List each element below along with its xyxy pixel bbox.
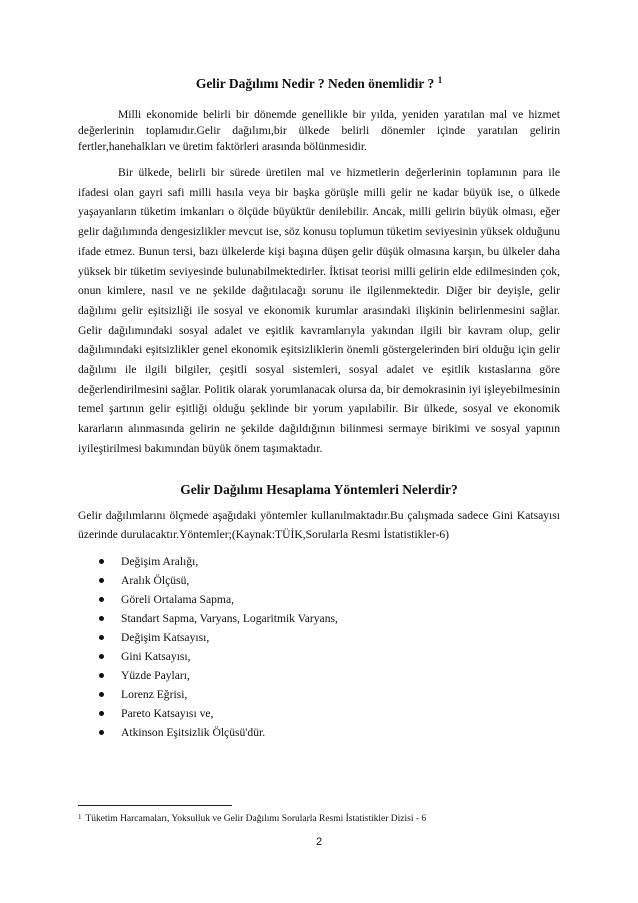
footnote-number: 1 bbox=[78, 813, 82, 821]
list-item: Lorenz Eğrisi, bbox=[96, 685, 338, 704]
bullet-icon bbox=[99, 616, 104, 621]
paragraph-explanation: Bir ülkede, belirli bir sürede üretilen mal ve hizmetlerin değerlerinin toplamının para ile ifadesi olan gayri safi milli hasıla veya bir başka görüşle milli gelir ne kadar büyük ise, o ülkede yaşayanların tüketim imkanları o ölçüde büyüktür denilebilir. Ancak, milli gelirin büyük olması, eğer gelir dağılımında dengesizlikler mevcut ise, söz konusu toplumun tüketim seviyesinin yüksek olduğunu ifade etmez. Bunun tersi, bazı ülkelerde kişi başına düşen gelir düşük olmasına karşın, bu ülkeler daha yüksek bir tüketim seviyesinde bulunabilmektedirler. İktisat teorisi milli gelirin elde edilmesinden çok, onun kimlere, nasıl ve ne şekilde dağıtılacağı sorunu ile ilgilenmektedir. Diğer bir deyişle, gelir dağılımı gelir eşitsizliği ile sosyal ve ekonomik kurumlar arasındaki ilişkinin belirlenmesini sağlar. Gelir dağılımındaki sosyal adalet ve eşitlik kavramlarıyla yakından ilgili bir kavram olup, gelir dağılımındaki eşitsizlikler genel ekonomik eşitsizliklerin önemli göstergelerinden biri olduğu için gelir dağılımı ile ilgili bilgiler, çeşitli sosyal sistemleri, sosyal adalet ve eşitlik kıstaslarına göre değerlendirilmesini sağlar. Politik olarak yorumlanacak olursa da, bir demokrasinin iyi işleyebilmesinin temel şartının gelir eşitliği olduğu şeklinde bir yorum yapılabilir. Bir ülkede, sosyal ve ekonomik kararların alınmasında gelirin ne şekilde dağıldığının bilinmesi sermaye birikimi ve sosyal yapının iyileştirilmesi bakımından büyük önem taşımaktadır. bbox=[78, 166, 560, 455]
list-item: Standart Sapma, Varyans, Logaritmik Varyans, bbox=[96, 609, 338, 628]
list-item: Değişim Aralığı, bbox=[96, 552, 338, 571]
heading-gelir-dagilimi bbox=[78, 75, 560, 92]
list-item: Göreli Ortalama Sapma, bbox=[96, 590, 338, 609]
bullet-icon bbox=[99, 559, 104, 564]
methods-list bbox=[96, 552, 338, 742]
list-item: Gini Katsayısı, bbox=[96, 647, 338, 666]
page-number: 2 bbox=[315, 836, 323, 848]
bullet-icon bbox=[99, 692, 104, 697]
bullet-icon bbox=[99, 635, 104, 640]
list-item: Aralık Ölçüsü, bbox=[96, 571, 338, 590]
list-item: Atkinson Eşitsizlik Ölçüsü'dür. bbox=[96, 723, 338, 742]
bullet-icon bbox=[99, 673, 104, 678]
bullet-icon bbox=[99, 597, 104, 602]
bullet-icon bbox=[99, 654, 104, 659]
bullet-icon bbox=[99, 578, 104, 583]
heading-text: Gelir Dağılımı Nedir ? Neden önemlidir ? bbox=[195, 76, 435, 91]
footnote-text: Tüketim Harcamaları, Yoksulluk ve Gelir Dağılımı Sorularla Resmi İstatistikler Dizisi - 6 bbox=[85, 814, 427, 824]
list-item: Yüzde Payları, bbox=[96, 666, 338, 685]
paragraph-methods-intro: Gelir dağılımlarını ölçmede aşağıdaki yöntemler kullanılmaktadır.Bu çalışmada sadece Gini Katsayısı üzerinde durulacaktır.Yöntemler;(Kaynak:TÜİK,Sorularla Resmi İstatistikler-6) bbox=[78, 509, 560, 541]
bullet-icon bbox=[99, 730, 104, 735]
footnote bbox=[78, 813, 426, 826]
footnote-divider bbox=[78, 805, 232, 806]
paragraph-definition: Milli ekonomide belirli bir dönemde genellikle bir yılda, yeniden yaratılan mal ve hizmet değerlerinin toplamıdır.Gelir dağılımı,bir ülkede belirli dönemler içinde yaratılan gelirin fertler,hanehalkları ve üretim faktörleri arasında bölünmesidir. bbox=[78, 108, 560, 153]
list-item: Değişim Katsayısı, bbox=[96, 628, 338, 647]
footnote-reference: 1 bbox=[437, 75, 443, 85]
heading-hesaplama-yontemleri: Gelir Dağılımı Hesaplama Yöntemleri Nelerdir? bbox=[180, 482, 458, 497]
bullet-icon bbox=[99, 711, 104, 716]
list-item: Pareto Katsayısı ve, bbox=[96, 704, 338, 723]
